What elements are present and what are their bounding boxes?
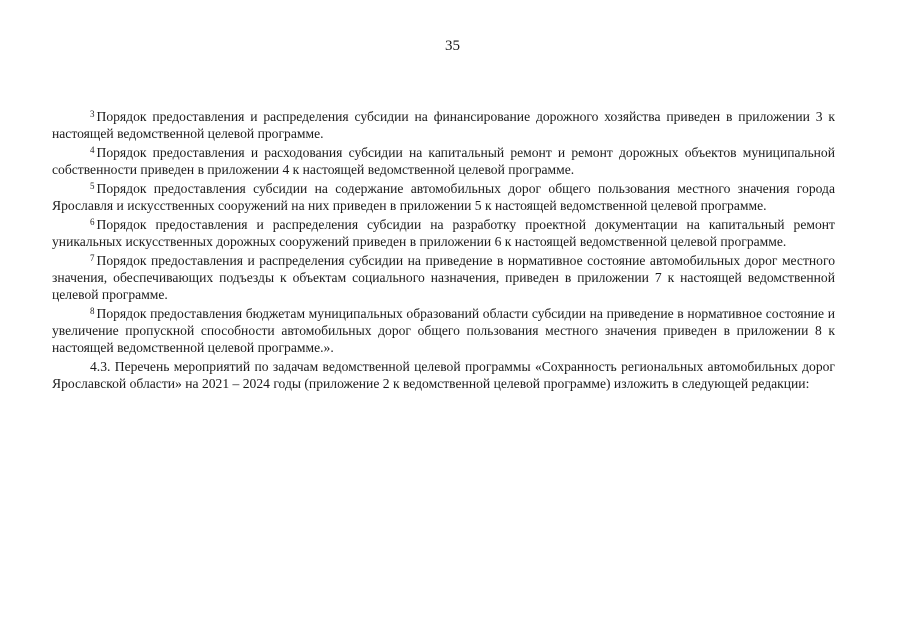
- footnote-7: [52, 252, 835, 303]
- footnote-mark: 6: [90, 217, 95, 227]
- footnote-text: Порядок предоставления и распределения субсидии на разработку проектной документации на капитальный ремонт уникальных искусственных дорожных сооружений приведен в приложении 6 к настоящей ведомственной целевой программе.: [52, 217, 835, 249]
- footnote-5: [52, 180, 835, 214]
- page-number: 35: [445, 38, 460, 54]
- section-4-3-paragraph: 4.3. Перечень мероприятий по задачам ведомственной целевой программы «Сохранность региональных автомобильных дорог Ярославской области» на 2021 – 2024 годы (приложение 2 к ведомственной целевой программе) изложить в следующей редакции:: [52, 359, 835, 391]
- footnote-4: [52, 144, 835, 178]
- footnote-mark: 5: [90, 181, 95, 191]
- footnote-3: [52, 108, 835, 142]
- footnote-8: [52, 305, 835, 356]
- footnote-mark: 4: [90, 145, 95, 155]
- footnote-6: [52, 216, 835, 250]
- footnote-mark: 3: [90, 109, 95, 119]
- footnote-text: Порядок предоставления и расходования субсидии на капитальный ремонт и ремонт дорожных объектов муниципальной собственности приведен в приложении 4 к настоящей ведомственной целевой программе.: [52, 145, 835, 177]
- footnote-mark: 8: [90, 306, 95, 316]
- footnote-text: Порядок предоставления бюджетам муниципальных образований области субсидии на приведение в нормативное состояние и увеличение пропускной способности автомобильных дорог общего пользования местного значения приведен в приложении 8 к настоящей ведомственной целевой программе.».: [52, 306, 835, 355]
- footnote-text: Порядок предоставления и распределения субсидии на приведение в нормативное состояние автомобильных дорог местного значения, обеспечивающих подъезды к объектам социального назначения, приведен в приложении 7 к настоящей ведомственной целевой программе.: [52, 253, 835, 302]
- footnote-text: Порядок предоставления и распределения субсидии на финансирование дорожного хозяйства приведен в приложении 3 к настоящей ведомственной целевой программе.: [52, 109, 835, 141]
- document-body: [52, 108, 835, 392]
- footnote-text: Порядок предоставления субсидии на содержание автомобильных дорог общего пользования местного значения города Ярославля и искусственных сооружений на них приведен в приложении 5 к настоящей ведомственной целевой программе.: [52, 181, 835, 213]
- footnote-mark: 7: [90, 253, 95, 263]
